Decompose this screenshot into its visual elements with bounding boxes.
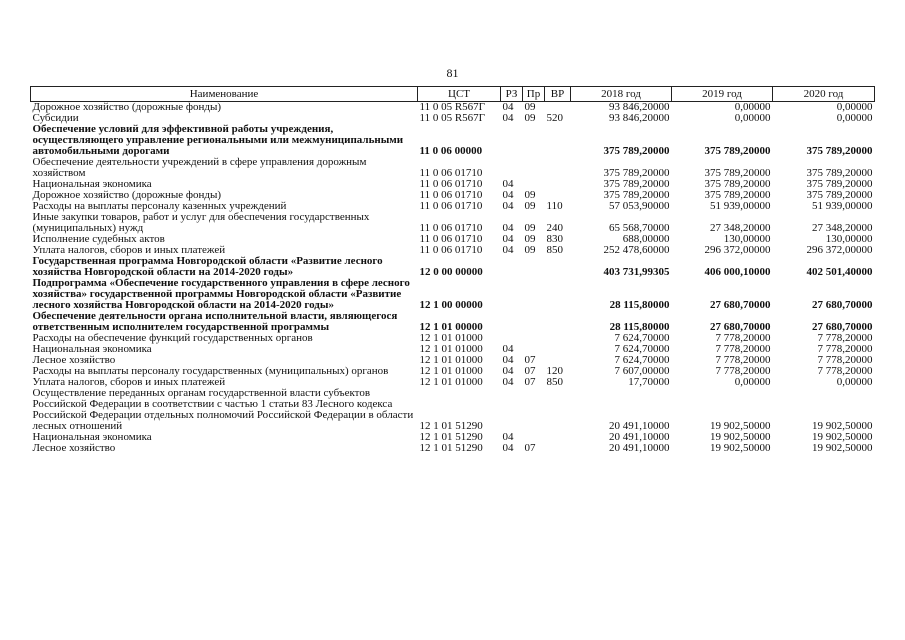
- row-cst: 12 1 01 01000: [419, 344, 483, 355]
- row-rz: [501, 256, 523, 278]
- row-2020: 27 348,20000: [812, 222, 873, 234]
- row-2020: 375 789,20000: [806, 190, 873, 201]
- row-rz: 04: [502, 190, 514, 201]
- table-row: [31, 234, 875, 245]
- row-rz: 04: [502, 366, 514, 377]
- row-cst: 11 0 06 01710: [419, 179, 483, 190]
- row-2018: 57 053,90000: [609, 201, 670, 212]
- row-2018: 375 789,20000: [603, 167, 670, 179]
- row-vr: 850: [546, 245, 563, 256]
- row-vr: [545, 157, 571, 179]
- row-2018: 375 789,20000: [603, 190, 670, 201]
- row-2018: 17,70000: [628, 377, 670, 388]
- row-cst: 12 1 01 01000: [419, 366, 483, 377]
- row-name: Лесное хозяйство: [32, 355, 116, 366]
- table-row: [31, 190, 875, 201]
- row-name: Уплата налогов, сборов и иных платежей: [32, 245, 226, 256]
- row-2019: 375 789,20000: [704, 190, 771, 201]
- row-pr: [523, 124, 545, 157]
- row-pr: 07: [524, 443, 536, 454]
- row-rz: [501, 157, 523, 179]
- row-vr: 120: [546, 366, 563, 377]
- row-2018: 28 115,80000: [609, 321, 670, 333]
- table-header-row: [31, 87, 875, 102]
- row-rz: 04: [502, 222, 514, 234]
- row-vr: [545, 190, 571, 201]
- row-rz: 04: [502, 201, 514, 212]
- row-2020: 7 778,20000: [817, 355, 873, 366]
- table-row: [31, 333, 875, 344]
- row-pr: 09: [524, 245, 536, 256]
- row-2019: 130,00000: [723, 234, 771, 245]
- row-2020: 375 789,20000: [806, 167, 873, 179]
- column-header-rz: РЗ: [501, 87, 523, 102]
- row-name: Подпрограмма «Обеспечение государственного управления в сфере лесного хозяйства» государственной программы Новгородской области «Развитие лесного хозяйства Новгородской области на 2014-2020 годы»: [32, 278, 410, 311]
- row-rz: 04: [502, 101, 514, 113]
- row-rz: 04: [502, 245, 514, 256]
- row-2018: 65 568,70000: [609, 222, 670, 234]
- row-2018: 20 491,10000: [609, 432, 670, 443]
- row-2018: 20 491,10000: [609, 443, 670, 454]
- row-pr: 09: [524, 201, 536, 212]
- row-name: Иные закупки товаров, работ и услуг для обеспечения государственных (муниципальных) нужд: [32, 212, 370, 234]
- row-2019: 296 372,00000: [704, 245, 771, 256]
- row-2018: 93 846,20000: [609, 113, 670, 124]
- row-2020: 7 778,20000: [817, 333, 873, 344]
- row-vr: 240: [546, 222, 563, 234]
- row-vr: 520: [546, 113, 563, 124]
- row-2020: 19 902,50000: [812, 420, 873, 432]
- row-pr: [523, 344, 545, 355]
- row-cst: 12 1 00 00000: [419, 299, 483, 311]
- row-cst: 11 0 06 01710: [419, 190, 483, 201]
- row-vr: [545, 333, 571, 344]
- row-cst: 11 0 06 01710: [419, 167, 483, 179]
- row-cst: 11 0 06 00000: [419, 145, 483, 157]
- row-2020: 0,00000: [836, 101, 873, 113]
- row-pr: 07: [524, 366, 536, 377]
- row-cst: 12 1 01 51290: [419, 420, 483, 432]
- row-cst: 11 0 06 01710: [419, 234, 483, 245]
- row-2019: 27 348,20000: [710, 222, 771, 234]
- table-row: [31, 278, 875, 311]
- table-row: [31, 113, 875, 124]
- row-2019: 51 939,00000: [710, 201, 771, 212]
- row-name: Расходы на выплаты персоналу казенных учреждений: [32, 201, 287, 212]
- row-2020: 0,00000: [836, 377, 873, 388]
- row-2020: 19 902,50000: [812, 443, 873, 454]
- row-name: Субсидии: [32, 113, 79, 124]
- table-row: [31, 443, 875, 454]
- row-vr: 830: [546, 234, 563, 245]
- row-name: Расходы на выплаты персоналу государственных (муниципальных) органов: [32, 366, 389, 377]
- row-name: Уплата налогов, сборов и иных платежей: [32, 377, 226, 388]
- row-cst: 12 1 01 51290: [419, 432, 483, 443]
- row-2019: 0,00000: [734, 377, 771, 388]
- row-cst: 12 1 01 01000: [419, 355, 483, 366]
- column-header-cst: ЦСТ: [418, 87, 501, 102]
- row-2018: 7 624,70000: [614, 344, 670, 355]
- row-rz: 04: [502, 443, 514, 454]
- row-name: Национальная экономика: [32, 179, 152, 190]
- row-2019: 375 789,20000: [704, 145, 771, 157]
- table-row: [31, 377, 875, 388]
- row-name: Лесное хозяйство: [32, 443, 116, 454]
- row-name: Дорожное хозяйство (дорожные фонды): [32, 101, 222, 113]
- row-2020: 27 680,70000: [812, 299, 873, 311]
- row-2020: 7 778,20000: [817, 344, 873, 355]
- row-2020: 19 902,50000: [812, 432, 873, 443]
- table-row: [31, 245, 875, 256]
- table-row: [31, 157, 875, 179]
- row-2019: 27 680,70000: [710, 299, 771, 311]
- table-body: [31, 102, 875, 455]
- row-2018: 375 789,20000: [603, 145, 670, 157]
- row-pr: [523, 333, 545, 344]
- row-pr: 07: [524, 377, 536, 388]
- row-cst: 11 0 05 R567Г: [419, 113, 486, 124]
- row-vr: 110: [546, 201, 563, 212]
- table-row: [31, 311, 875, 333]
- row-pr: 09: [524, 101, 536, 113]
- row-cst: 11 0 06 01710: [419, 245, 483, 256]
- row-2019: 27 680,70000: [710, 321, 771, 333]
- row-rz: 04: [502, 113, 514, 124]
- row-2019: 0,00000: [734, 113, 771, 124]
- row-2018: 93 846,20000: [609, 101, 670, 113]
- column-header-name: Наименование: [31, 87, 418, 102]
- row-name: Государственная программа Новгородской области «Развитие лесного хозяйства Новгородской области на 2014-2020 годы»: [32, 256, 383, 278]
- row-vr: 850: [546, 377, 563, 388]
- row-name: Обеспечение деятельности органа исполнительной власти, являющегося ответственным исполнителем государственной программы: [32, 311, 398, 333]
- row-vr: [545, 443, 571, 454]
- table-row: [31, 432, 875, 443]
- row-2019: 7 778,20000: [715, 344, 771, 355]
- row-2019: 19 902,50000: [710, 443, 771, 454]
- row-cst: 11 0 05 R567Г: [419, 101, 486, 113]
- table-row: [31, 256, 875, 278]
- row-rz: [501, 311, 523, 333]
- row-name: Национальная экономика: [32, 432, 152, 443]
- row-vr: [545, 355, 571, 366]
- row-rz: 04: [502, 377, 514, 388]
- row-2019: 19 902,50000: [710, 432, 771, 443]
- row-pr: [523, 179, 545, 190]
- row-name: Национальная экономика: [32, 344, 152, 355]
- table-row: [31, 344, 875, 355]
- column-header-2020: 2020 год: [773, 87, 875, 102]
- page-number: 81: [446, 66, 459, 80]
- row-2020: 7 778,20000: [817, 366, 873, 377]
- row-2018: 403 731,99305: [603, 266, 670, 278]
- row-name: Расходы на обеспечение функций государственных органов: [32, 333, 313, 344]
- row-2019: 7 778,20000: [715, 333, 771, 344]
- row-pr: 09: [524, 113, 536, 124]
- row-rz: 04: [502, 179, 514, 190]
- row-pr: 07: [524, 355, 536, 366]
- row-2018: 7 607,00000: [614, 366, 670, 377]
- row-cst: 11 0 06 01710: [419, 201, 483, 212]
- row-name: Обеспечение деятельности учреждений в сфере управления дорожным хозяйством: [32, 157, 367, 179]
- table-row: [31, 201, 875, 212]
- row-name: Осуществление переданных органам государственной власти субъектов Российской Федерации в соответствии с частью 1 статьи 83 Лесного кодекса Российской Федерации отдельных полномочий Российской Федерации в области лесных отношений: [32, 388, 414, 432]
- row-cst: 12 1 01 00000: [419, 321, 483, 333]
- row-2020: 0,00000: [836, 113, 873, 124]
- row-2018: 688,00000: [622, 234, 670, 245]
- row-cst: 12 1 01 01000: [419, 333, 483, 344]
- row-vr: [545, 388, 571, 432]
- row-2019: 7 778,20000: [715, 366, 771, 377]
- row-pr: [523, 311, 545, 333]
- row-2018: 7 624,70000: [614, 355, 670, 366]
- row-rz: 04: [502, 432, 514, 443]
- row-rz: [501, 278, 523, 311]
- row-vr: [545, 278, 571, 311]
- row-pr: [523, 278, 545, 311]
- row-pr: 09: [524, 234, 536, 245]
- row-2020: 296 372,00000: [806, 245, 873, 256]
- row-pr: [523, 388, 545, 432]
- row-rz: [501, 124, 523, 157]
- row-2020: 27 680,70000: [812, 321, 873, 333]
- row-2020: 375 789,20000: [806, 179, 873, 190]
- row-cst: 12 1 01 01000: [419, 377, 483, 388]
- row-vr: [545, 179, 571, 190]
- row-rz: 04: [502, 344, 514, 355]
- row-vr: [545, 432, 571, 443]
- row-vr: [545, 102, 571, 114]
- row-2020: 375 789,20000: [806, 145, 873, 157]
- row-cst: 12 0 00 00000: [419, 266, 483, 278]
- table-row: [31, 212, 875, 234]
- row-vr: [545, 256, 571, 278]
- column-header-pr: Пр: [523, 87, 545, 102]
- row-cst: 11 0 06 01710: [419, 222, 483, 234]
- row-2019: 0,00000: [734, 101, 771, 113]
- column-header-2018: 2018 год: [571, 87, 672, 102]
- row-pr: [523, 157, 545, 179]
- row-vr: [545, 124, 571, 157]
- row-name: Обеспечение условий для эффективной работы учреждения, осуществляющего управление региональными или межмуниципальными автомобильными дорогами: [32, 124, 404, 157]
- row-2019: 406 000,10000: [704, 266, 771, 278]
- table-row: [31, 102, 875, 114]
- row-rz: 04: [502, 234, 514, 245]
- column-header-vr: ВР: [545, 87, 571, 102]
- row-2018: 28 115,80000: [609, 299, 670, 311]
- column-header-2019: 2019 год: [672, 87, 773, 102]
- budget-table: [30, 86, 875, 454]
- row-rz: [501, 333, 523, 344]
- row-2020: 51 939,00000: [812, 201, 873, 212]
- row-pr: [523, 256, 545, 278]
- row-pr: 09: [524, 222, 536, 234]
- row-vr: [545, 344, 571, 355]
- row-2018: 7 624,70000: [614, 333, 670, 344]
- row-pr: 09: [524, 190, 536, 201]
- table-row: [31, 388, 875, 432]
- row-rz: [501, 388, 523, 432]
- table-row: [31, 355, 875, 366]
- row-name: Исполнение судебных актов: [32, 234, 165, 245]
- row-cst: 12 1 01 51290: [419, 443, 483, 454]
- table-row: [31, 179, 875, 190]
- row-2019: 375 789,20000: [704, 167, 771, 179]
- row-rz: 04: [502, 355, 514, 366]
- table-row: [31, 124, 875, 157]
- row-2018: 375 789,20000: [603, 179, 670, 190]
- row-pr: [523, 432, 545, 443]
- row-2018: 252 478,60000: [603, 245, 670, 256]
- row-2018: 20 491,10000: [609, 420, 670, 432]
- row-vr: [545, 311, 571, 333]
- row-2019: 19 902,50000: [710, 420, 771, 432]
- row-2019: 7 778,20000: [715, 355, 771, 366]
- table-row: [31, 366, 875, 377]
- row-2020: 130,00000: [825, 234, 873, 245]
- row-2020: 402 501,40000: [806, 266, 873, 278]
- row-name: Дорожное хозяйство (дорожные фонды): [32, 190, 222, 201]
- row-2019: 375 789,20000: [704, 179, 771, 190]
